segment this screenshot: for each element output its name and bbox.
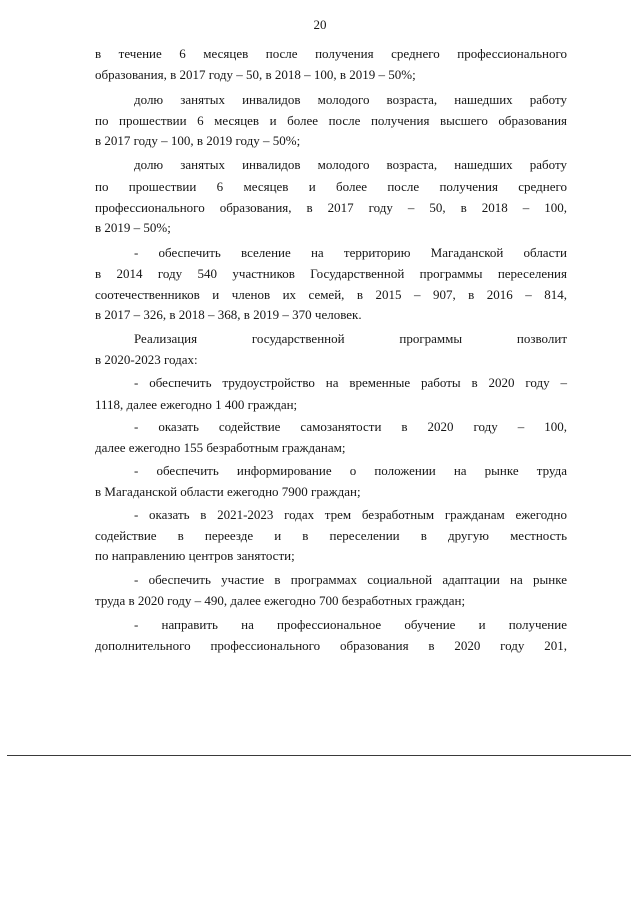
text-line: Реализация государственной программы позволит — [134, 331, 567, 346]
text-line: соотечественников и членов их семей, в 2015 – 907, в 2016 – 814, — [95, 287, 567, 302]
text-line: 1118, далее ежегодно 1 400 граждан; — [95, 397, 298, 412]
text-line: - оказать содействие самозанятости в 2020 году – 100, — [134, 419, 567, 434]
text-line: содействие в переезде и в переселении в другую местность — [95, 528, 567, 543]
text-line: по направлению центров занятости; — [95, 548, 295, 563]
text-line: в 2020-2023 годах: — [95, 352, 198, 367]
text-line: профессионального образования, в 2017 году – 50, в 2018 – 100, — [95, 200, 567, 215]
text-line: долю занятых инвалидов молодого возраста, нашедших работу — [134, 157, 567, 172]
text-line: - оказать в 2021-2023 годах трем безработным гражданам ежегодно — [134, 507, 567, 522]
text-line: долю занятых инвалидов молодого возраста, нашедших работу — [134, 92, 567, 107]
text-line: в Магаданской области ежегодно 7900 граждан; — [95, 484, 361, 499]
text-line: по прошествии 6 месяцев и более после получения высшего образования — [95, 113, 567, 128]
text-line: - направить на профессиональное обучение и получение — [134, 617, 567, 632]
page-number: 20 — [313, 17, 327, 32]
text-line: далее ежегодно 155 безработным гражданам; — [95, 440, 346, 455]
text-line: в 2017 году – 100, в 2019 году – 50%; — [95, 133, 301, 148]
text-line: в 2019 – 50%; — [95, 220, 171, 235]
text-line: - обеспечить трудоустройство на временные работы в 2020 году – — [134, 375, 567, 390]
page-divider — [7, 755, 631, 756]
text-line: в 2014 году 540 участников Государственной программы переселения — [95, 266, 567, 281]
text-line: - обеспечить информирование о положении на рынке труда — [134, 463, 567, 478]
text-line: по прошествии 6 месяцев и более после получения среднего — [95, 179, 567, 194]
text-line: в 2017 – 326, в 2018 – 368, в 2019 – 370 человек. — [95, 307, 362, 322]
text-line: - обеспечить участие в программах социальной адаптации на рынке — [134, 572, 567, 587]
text-line: в течение 6 месяцев после получения среднего профессионального — [95, 46, 567, 61]
text-line: дополнительного профессионального образования в 2020 году 201, — [95, 638, 567, 653]
text-line: - обеспечить вселение на территорию Магаданской области — [134, 245, 567, 260]
text-line: образования, в 2017 году – 50, в 2018 – 100, в 2019 – 50%; — [95, 67, 416, 82]
text-line: труда в 2020 году – 490, далее ежегодно 700 безработных граждан; — [95, 593, 466, 608]
